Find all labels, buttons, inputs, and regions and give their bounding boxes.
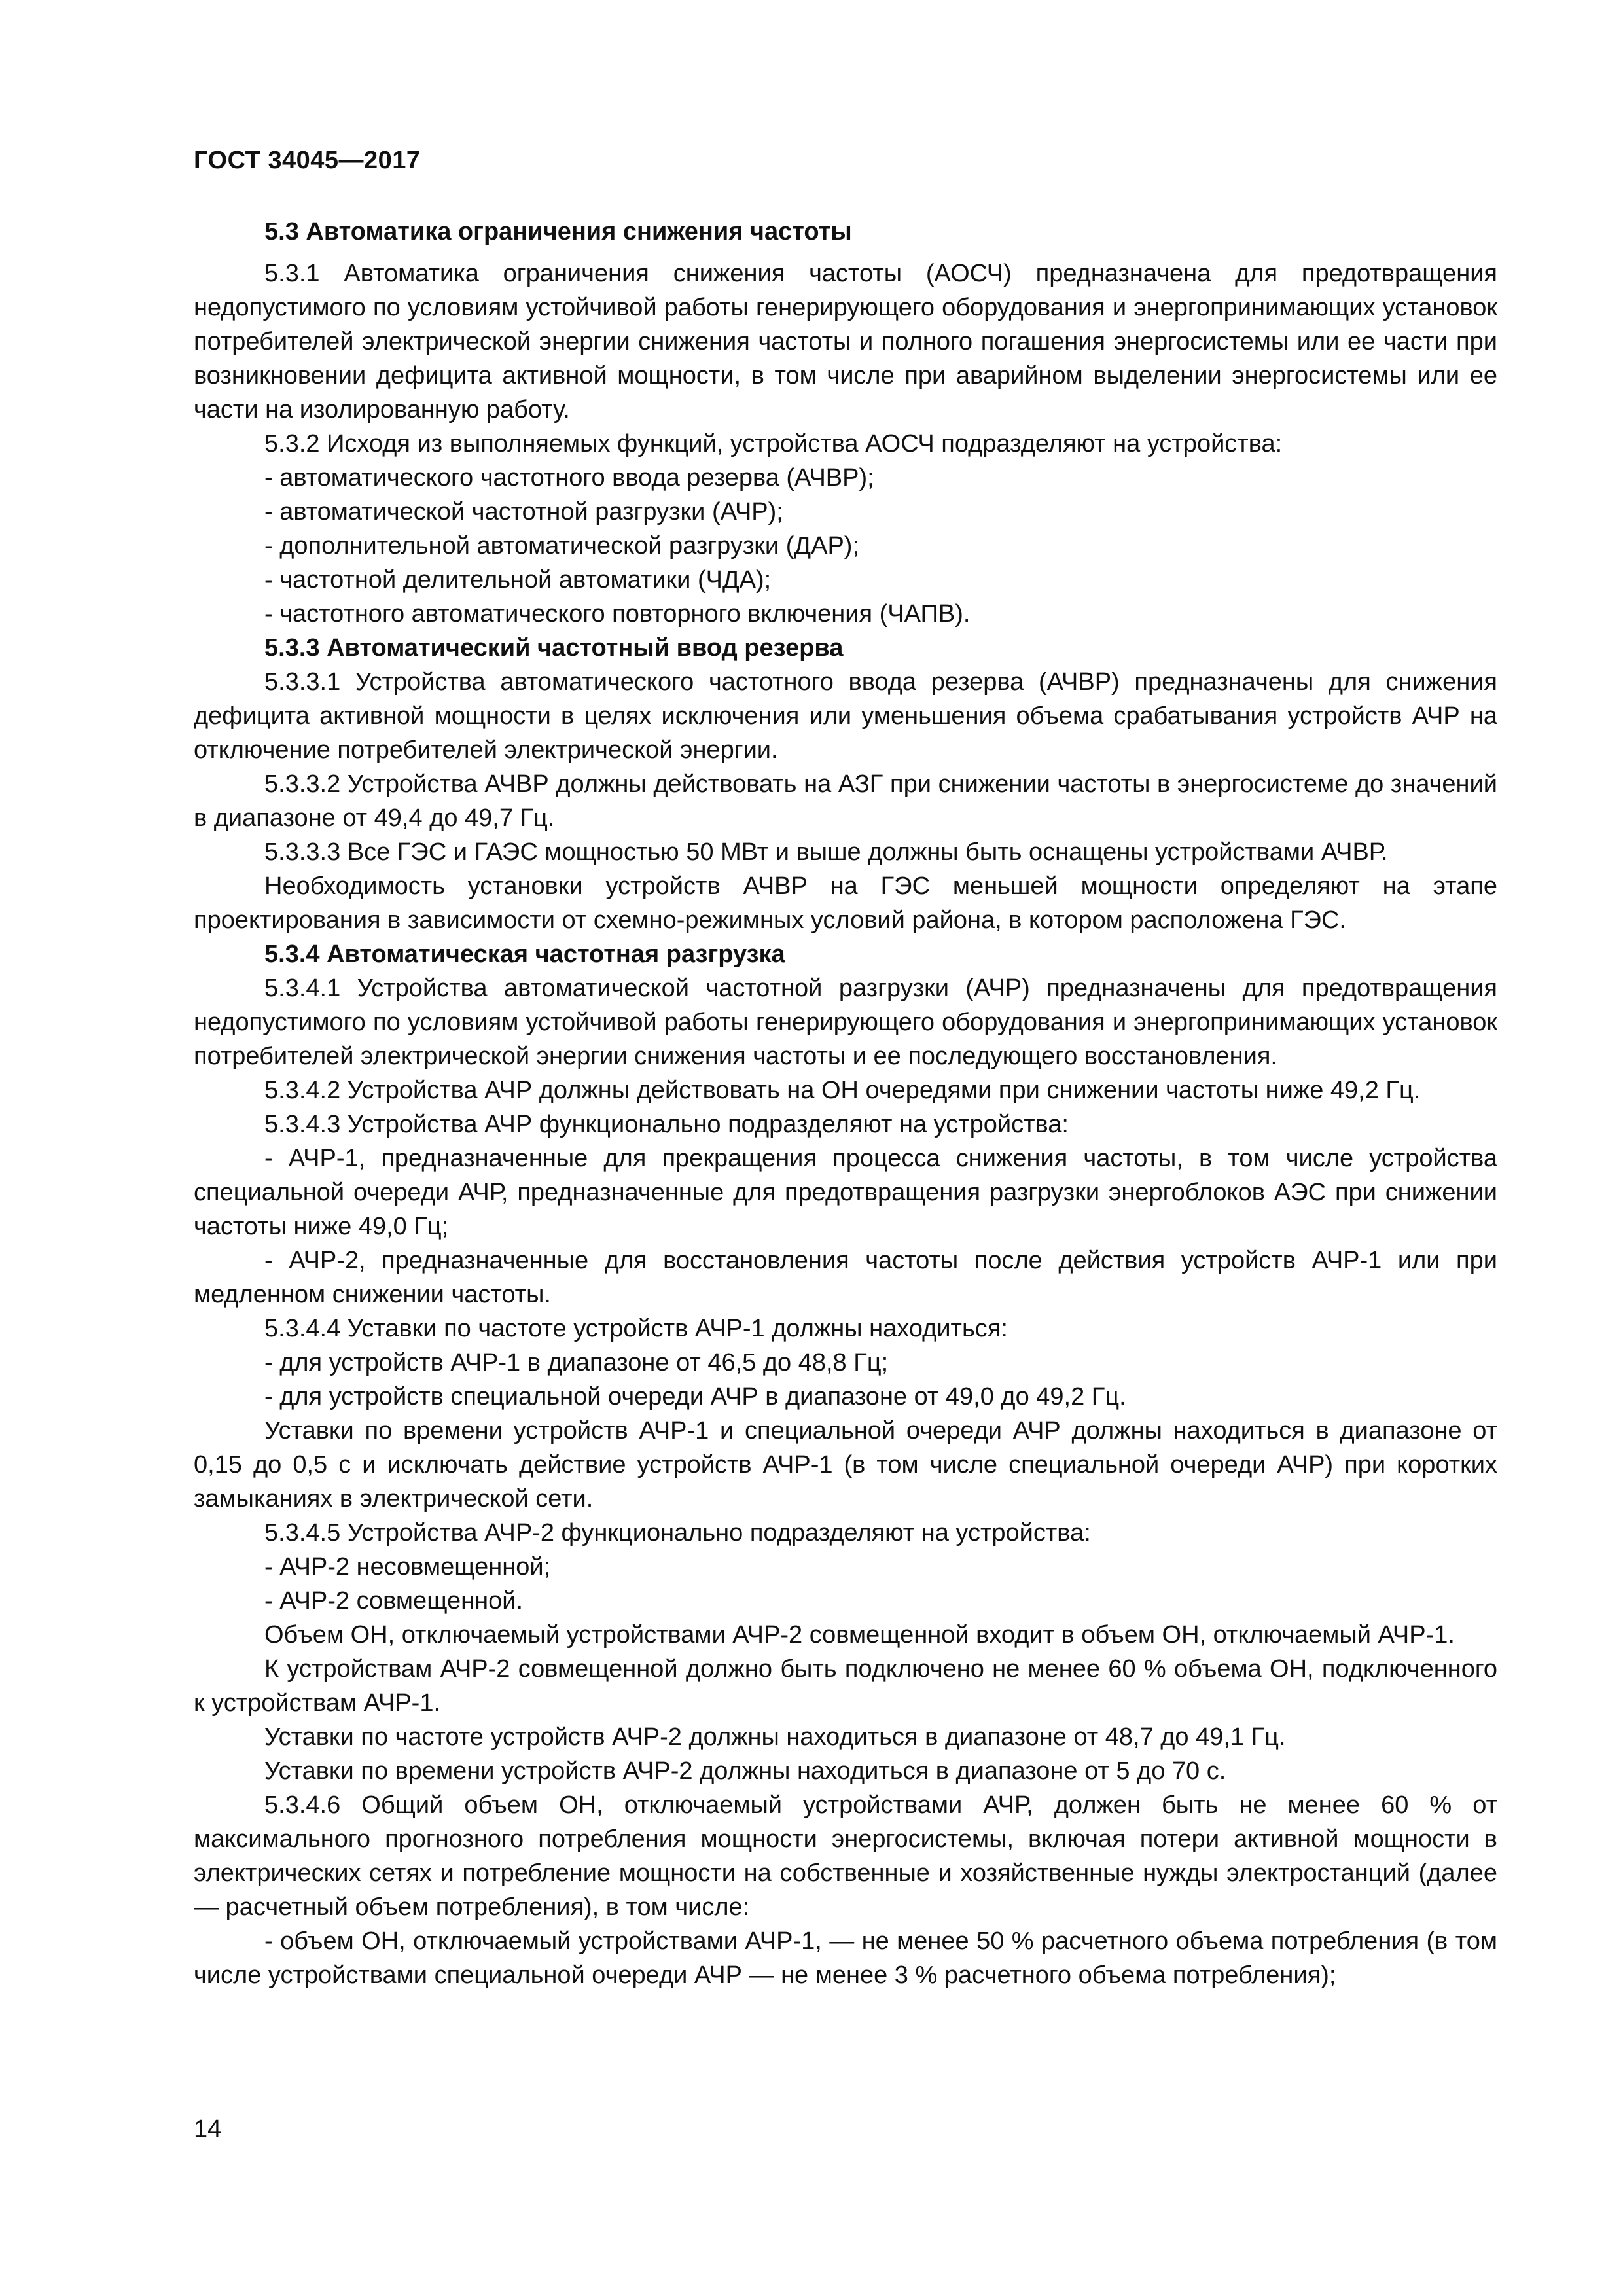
paragraph-achr2-volume: Объем ОН, отключаемый устройствами АЧР-2 совмещенной входит в объем ОН, отключаемый АЧР-1. xyxy=(264,1621,1455,1649)
paragraph-5-3-4-1: 5.3.4.1 Устройства автоматической частотной разгрузки (АЧР) предназначены для предотвращения недопустимого по условиям устойчивой работы генерирующего оборудования и энергопринимающих установок потребителей электрической энергии снижения частоты и ее последующего восстановления. xyxy=(194,975,1497,1070)
paragraph-5-3-3-3: 5.3.3.3 Все ГЭС и ГАЭС мощностью 50 МВт и выше должны быть оснащены устройствами АЧВР. xyxy=(264,838,1388,866)
paragraph-5-3-3-3-note: Необходимость установки устройств АЧВР на ГЭС меньшей мощности определяют на этапе проектирования в зависимости от схемно-режимных условий района, в котором расположена ГЭС. xyxy=(194,872,1497,934)
list-aosch-devices xyxy=(194,461,1497,631)
list-achr-types xyxy=(194,1141,1497,1312)
paragraph-5-3-3-1: 5.3.3.1 Устройства автоматического частотного ввода резерва (АЧВР) предназначены для снижения дефицита активной мощности в целях исключения или уменьшения объема срабатывания устройств АЧР на отключение потребителей электрической энергии. xyxy=(194,668,1497,764)
paragraph-5-3-1: 5.3.1 Автоматика ограничения снижения частоты (АОСЧ) предназначена для предотвращения недопустимого по условиям устойчивой работы генерирующего оборудования и энергопринимающих установок потребителей электрической энергии снижения частоты и полного погашения энергосистемы или ее части при возникновении дефицита активной мощности, в том числе при аварийном выделении энергосистемы или ее части на изолированную работу. xyxy=(194,260,1497,423)
paragraph-5-3-3-2: 5.3.3.2 Устройства АЧВР должны действовать на АЗГ при снижении частоты в энергосистеме до значений в диапазоне от 49,4 до 49,7 Гц. xyxy=(194,770,1497,832)
paragraph-achr2-frequency: Уставки по частоте устройств АЧР-2 должны находиться в диапазоне от 48,7 до 49,1 Гц. xyxy=(264,1723,1286,1751)
list-achr2-types xyxy=(194,1550,1497,1618)
paragraph-achr2-connection: К устройствам АЧР-2 совмещенной должно быть подключено не менее 60 % объема ОН, подключенного к устройствам АЧР-1. xyxy=(194,1655,1497,1717)
list-item: - АЧР-1, предназначенные для прекращения процесса снижения частоты, в том числе устройства специальной очереди АЧР, предназначенные для предотвращения разгрузки энергоблоков АЭС при снижении частоты ниже 49,0 Гц; xyxy=(194,1145,1497,1240)
list-item: - дополнительной автоматической разгрузки (ДАР); xyxy=(264,532,860,560)
paragraph-5-3-4-5: 5.3.4.5 Устройства АЧР-2 функционально подразделяют на устройства: xyxy=(264,1519,1091,1547)
paragraph-5-3-4-6: 5.3.4.6 Общий объем ОН, отключаемый устройствами АЧР, должен быть не менее 60 % от максимального прогнозного потребления мощности энергосистемы, включая потери активной мощности в электрических сетях и потребление мощности на собственные и хозяйственные нужды электростанций (далее — расчетный объем потребления), в том числе: xyxy=(194,1791,1497,1921)
section-title-5-3: 5.3 Автоматика ограничения снижения частоты xyxy=(264,218,852,245)
list-item: - объем ОН, отключаемый устройствами АЧР-1, — не менее 50 % расчетного объема потребления (в том числе устройствами специальной очереди АЧР — не менее 3 % расчетного объема потребления); xyxy=(194,1928,1497,1989)
list-item: - АЧР-2, предназначенные для восстановления частоты после действия устройств АЧР-1 или при медленном снижении частоты. xyxy=(194,1247,1497,1308)
section-title-5-3-3: 5.3.3 Автоматический частотный ввод резерва xyxy=(264,634,844,662)
paragraph-5-3-4-2: 5.3.4.2 Устройства АЧР должны действовать на ОН очередями при снижении частоты ниже 49,2 Гц. xyxy=(264,1077,1421,1104)
list-item: - частотного автоматического повторного включения (ЧАПВ). xyxy=(264,600,971,628)
document-header: ГОСТ 34045—2017 xyxy=(194,147,421,174)
list-item: - для устройств специальной очереди АЧР в диапазоне от 49,0 до 49,2 Гц. xyxy=(264,1383,1126,1410)
paragraph-5-3-4-3: 5.3.4.3 Устройства АЧР функционально подразделяют на устройства: xyxy=(264,1111,1069,1138)
list-achr1-settings xyxy=(194,1346,1497,1414)
paragraph-achr2-time: Уставки по времени устройств АЧР-2 должны находиться в диапазоне от 5 до 70 с. xyxy=(264,1757,1226,1785)
list-item: - автоматической частотной разгрузки (АЧР); xyxy=(264,498,783,526)
list-item: - АЧР-2 несовмещенной; xyxy=(264,1553,551,1581)
paragraph-achr1-time-settings: Уставки по времени устройств АЧР-1 и специальной очереди АЧР должны находиться в диапазоне от 0,15 до 0,5 с и исключать действие устройств АЧР-1 (в том числе специальной очереди АЧР) при коротких замыканиях в электрической сети. xyxy=(194,1417,1497,1513)
paragraph-5-3-2: 5.3.2 Исходя из выполняемых функций, устройства АОСЧ подразделяют на устройства: xyxy=(264,430,1283,457)
list-item: - автоматического частотного ввода резерва (АЧВР); xyxy=(264,464,874,492)
section-title-5-3-4: 5.3.4 Автоматическая частотная разгрузка xyxy=(264,941,785,968)
paragraph-5-3-4-4: 5.3.4.4 Уставки по частоте устройств АЧР-1 должны находиться: xyxy=(264,1315,1008,1342)
list-item: - АЧР-2 совмещенной. xyxy=(264,1587,524,1615)
list-item: - для устройств АЧР-1 в диапазоне от 46,5 до 48,8 Гц; xyxy=(264,1349,889,1376)
document-body xyxy=(194,215,1497,1992)
list-item: - частотной делительной автоматики (ЧДА); xyxy=(264,566,772,594)
page-number: 14 xyxy=(194,2115,222,2143)
list-on-volume xyxy=(194,1924,1497,1992)
